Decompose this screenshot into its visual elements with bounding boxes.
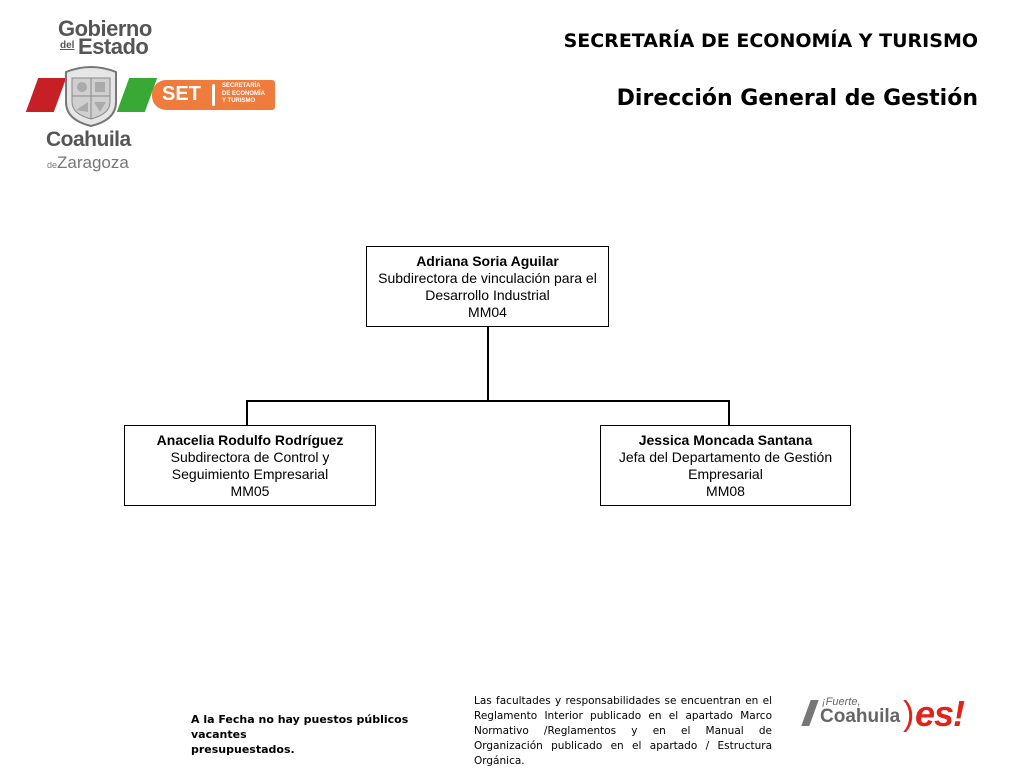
connector-horizontal xyxy=(246,400,730,402)
page-title: Dirección General de Gestión xyxy=(616,86,978,111)
org-node-name: Adriana Soria Aguilar xyxy=(416,253,559,269)
set-badge-label: SET xyxy=(162,83,201,105)
brand-coahuila-text: Coahuila xyxy=(820,706,901,727)
org-node-role-line: Jefa del Departamento de Gestión xyxy=(618,449,833,465)
logo-gobierno-text: Gobierno xyxy=(58,16,152,41)
logo-del-text: del xyxy=(60,40,75,51)
org-node-name: Anacelia Rodulfo Rodríguez xyxy=(156,432,344,448)
org-node-role-line: Seguimiento Empresarial xyxy=(171,466,329,482)
org-node-role-line: Subdirectora de Control y xyxy=(170,449,330,465)
brand-fuerte-text: ¡Fuerte, xyxy=(822,696,861,708)
org-node-code: MM04 xyxy=(468,304,507,320)
org-node-code: MM05 xyxy=(230,483,270,499)
brand-es-text: es! xyxy=(915,693,965,734)
org-node-role-line: Empresarial xyxy=(688,466,763,482)
connector-top-vertical xyxy=(487,326,489,401)
set-badge xyxy=(152,80,275,110)
secretaria-title: SECRETARÍA DE ECONOMÍA Y TURISMO xyxy=(563,30,978,52)
gobierno-coahuila-logo xyxy=(28,14,278,176)
brand-slash xyxy=(801,700,818,726)
org-node-role-line: Desarrollo Industrial xyxy=(425,287,550,303)
connector-left-vertical xyxy=(246,400,248,426)
logo-estado-text: Estado xyxy=(78,34,149,59)
set-badge-subtitle: SECRETARÍA DE ECONOMÍA Y TURISMO xyxy=(222,83,266,104)
vacantes-note: A la Fecha no hay puestos públicos vacantes presupuestados. xyxy=(191,713,409,756)
org-node-right xyxy=(600,425,851,506)
logo-zaragoza-text: deZaragoza xyxy=(47,153,129,172)
org-node-name: Jessica Moncada Santana xyxy=(638,432,813,448)
org-node-role-line: Subdirectora de vinculación para el xyxy=(378,270,597,286)
org-node-code: MM08 xyxy=(706,483,745,499)
brand-paren: ) xyxy=(903,695,915,733)
set-badge-divider xyxy=(212,84,215,106)
coat-of-arms-icon xyxy=(58,62,124,128)
connector-right-vertical xyxy=(728,400,730,426)
org-node-left xyxy=(124,425,376,506)
fuerte-coahuila-es-logo xyxy=(806,693,976,736)
org-node-top xyxy=(366,246,609,327)
facultades-note: Las facultades y responsabilidades se encuentran en el Reglamento Interior publicado en el apartado Marco Normativo /Reglamentos y en el Manual de Organización publicado en el apartado / Estructura Orgánica. xyxy=(474,695,772,767)
logo-coahuila-text: Coahuila xyxy=(46,128,131,151)
